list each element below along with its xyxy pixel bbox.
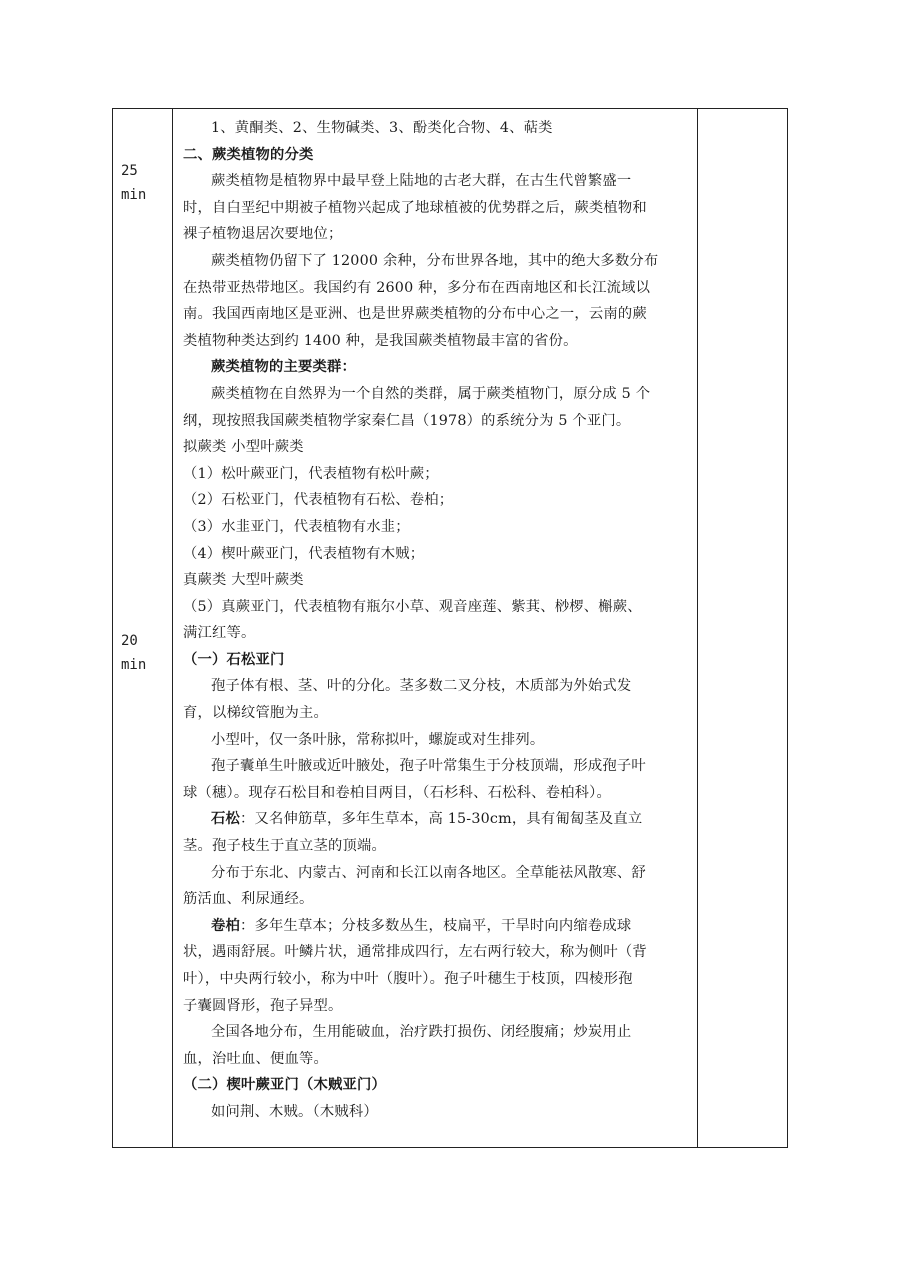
list-item: （3）水韭亚门，代表植物有水韭； — [183, 518, 410, 535]
text-line — [183, 913, 695, 940]
text-line: 筋活血、利尿通经。 — [183, 891, 314, 908]
text-line: 裸子植物退居次要地位； — [183, 226, 343, 243]
text-line: 1、黄酮类、2、生物碱类、3、酚类化合物、4、萜类 — [211, 120, 553, 136]
text-line: 茎。孢子枝生于直立茎的顶端。 — [183, 838, 386, 855]
text-line: 分布于东北、内蒙古、河南和长江以南各地区。全草能祛风散寒、舒 — [211, 864, 646, 881]
column-divider-right — [697, 109, 698, 1147]
text-line: 小型叶，仅一条叶脉，常称拟叶，螺旋或对生排列。 — [211, 731, 545, 748]
subsection-heading: （一）石松亚门 — [183, 651, 285, 668]
list-item: （2）石松亚门，代表植物有石松、卷柏； — [183, 492, 454, 509]
text-line: 时，自白垩纪中期被子植物兴起成了地球植被的优势群之后，蕨类植物和 — [183, 199, 647, 216]
term-description: ：多年生草本；分枝多数丛生，枝扁平，干旱时向内缩卷成球 — [240, 917, 632, 934]
text-line: 球（穗）。现存石松目和卷柏目两目，（石杉科、石松科、卷柏科）。 — [183, 784, 611, 801]
term-shisong: 石松 — [211, 811, 240, 828]
time-label-25min: 25 min — [121, 163, 147, 203]
subsection-heading: （二）楔叶蕨亚门（木贼亚门） — [183, 1077, 386, 1094]
section-heading: 二、蕨类植物的分类 — [183, 146, 314, 163]
text-line: 类植物种类达到约 1400 种，是我国蕨类植物最丰富的省份。 — [183, 332, 578, 349]
text-line: 育，以梯纹管胞为主。 — [183, 705, 328, 722]
text-line — [183, 806, 695, 833]
text-line: 拟蕨类 小型叶蕨类 — [183, 439, 304, 456]
text-line: 孢子囊单生叶腋或近叶腋处，孢子叶常集生于分枝顶端，形成孢子叶 — [211, 758, 646, 775]
text-line: 全国各地分布，生用能破血，治疗跌打损伤、闭经腹痛；炒炭用止 — [211, 1024, 632, 1041]
term-description: ：又名伸筋草，多年生草本，高 15-30cm，具有匍匐茎及直立 — [240, 811, 643, 828]
text-line: 叶），中央两行较小，称为中叶（腹叶）。孢子叶穗生于枝顶，四棱形孢 — [183, 971, 633, 987]
text-line: 孢子体有根、茎、叶的分化。茎多数二叉分枝，木质部为外始式发 — [211, 678, 632, 695]
text-line: 血，治吐血、便血等。 — [183, 1050, 328, 1067]
list-item: （1）松叶蕨亚门，代表植物有松叶蕨； — [183, 465, 439, 482]
text-line: 满江红等。 — [183, 625, 256, 642]
lesson-content — [183, 115, 695, 1126]
text-line: 纲，现按照我国蕨类植物学家秦仁昌（1978）的系统分为 5 个亚门。 — [183, 412, 631, 429]
term-juanbai: 卷柏 — [211, 917, 240, 934]
text-line: 蕨类植物在自然界为一个自然的类群，属于蕨类植物门，原分成 5 个 — [211, 385, 651, 402]
list-item: （5）真蕨亚门，代表植物有瓶尔小草、观音座莲、紫萁、桫椤、槲蕨、 — [183, 598, 642, 615]
column-divider-left — [172, 109, 173, 1147]
subsection-heading: 蕨类植物的主要类群： — [211, 359, 356, 376]
list-item: （4）楔叶蕨亚门，代表植物有木贼； — [183, 545, 425, 562]
text-line: 如问荆、木贼。（木贼科） — [211, 1103, 378, 1120]
text-line: 蕨类植物是植物界中最早登上陆地的古老大群，在古生代曾繁盛一 — [211, 173, 632, 190]
text-line: 蕨类植物仍留下了 12000 余种，分布世界各地，其中的绝大多数分布 — [211, 252, 659, 269]
text-line: 状，遇雨舒展。叶鳞片状，通常排成四行，左右两行较大，称为侧叶（背 — [183, 944, 647, 961]
lesson-table — [112, 108, 788, 1148]
text-line: 子囊圆肾形，孢子异型。 — [183, 997, 343, 1014]
text-line: 真蕨类 大型叶蕨类 — [183, 572, 304, 589]
text-line: 南。我国西南地区是亚洲、也是世界蕨类植物的分布中心之一，云南的蕨 — [183, 306, 647, 323]
text-line: 在热带亚热带地区。我国约有 2600 种，多分布在西南地区和长江流域以 — [183, 279, 651, 296]
time-label-20min: 20 min — [121, 633, 147, 673]
